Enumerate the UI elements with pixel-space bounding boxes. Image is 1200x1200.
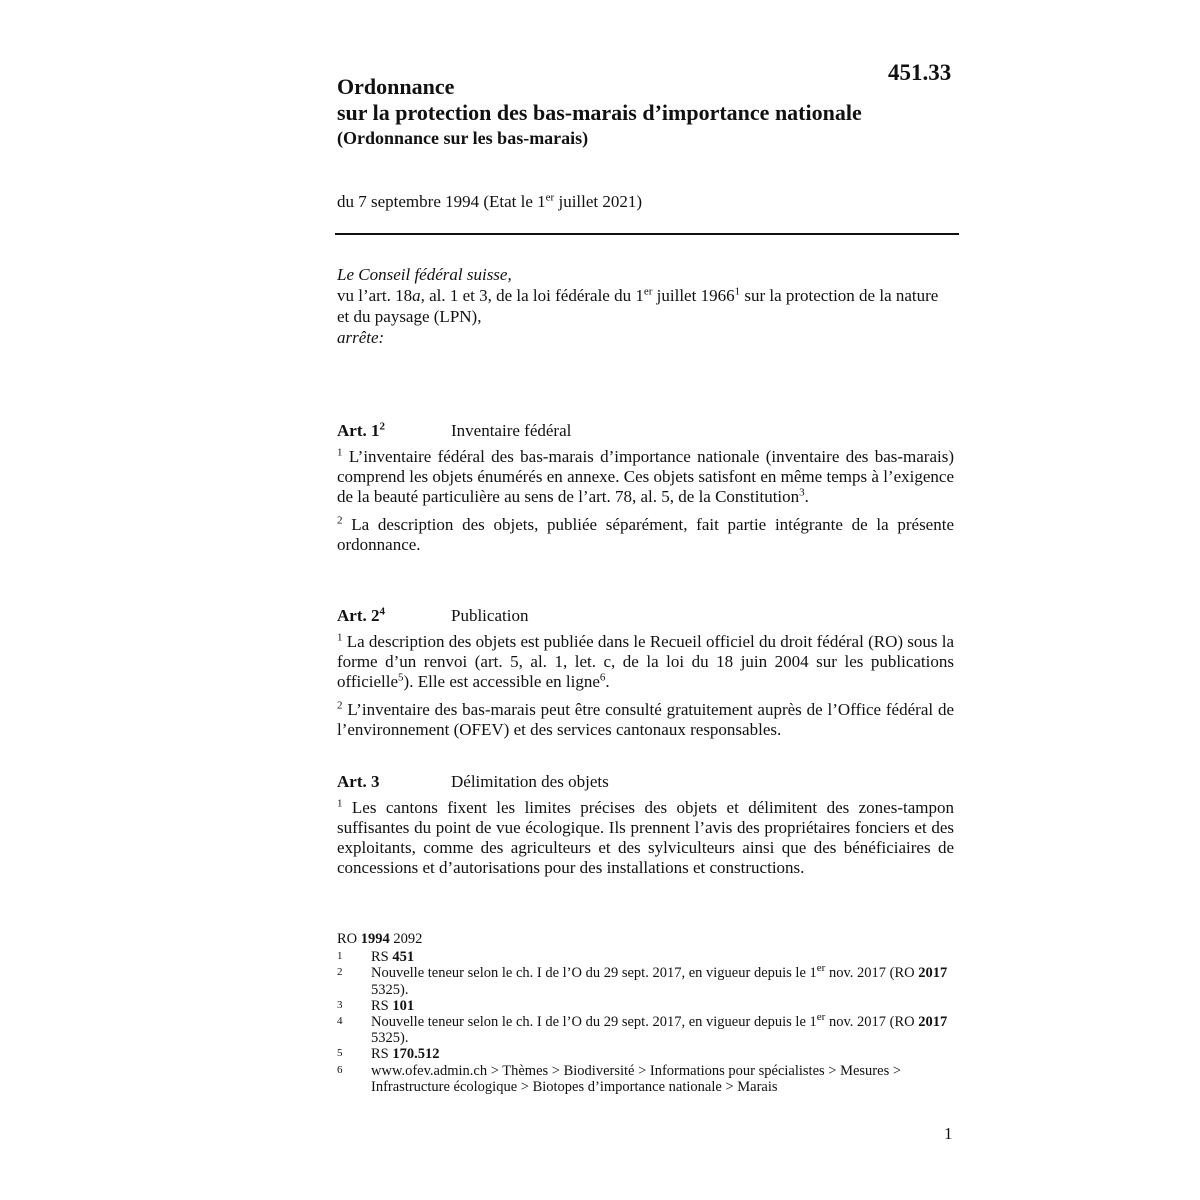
- basis-mid2: juillet 1966: [652, 286, 735, 305]
- ro-reference: [337, 931, 957, 947]
- footnote-number: 4: [337, 1015, 343, 1028]
- paragraph-number: 1: [337, 631, 343, 644]
- basis-pre: vu l’art. 18: [337, 286, 413, 305]
- paragraph-number: 1: [337, 446, 343, 459]
- paragraph: [337, 798, 954, 878]
- article-heading: [337, 606, 954, 626]
- paragraph-text: Les cantons fixent les limites précises des objets et délimitent des zones-tampon suffisantes du point de vue écologique. Ils prennent l’avis des propriétaires fonciers et des exploitants, comme des agriculteurs et des sylviculteurs ainsi que des bénéficiaires de concessions et d’autorisations pour des installations et constructions.: [337, 798, 954, 877]
- document-subtitle: (Ordonnance sur les bas-marais): [337, 128, 589, 148]
- footnote-ref[interactable]: 6: [599, 671, 606, 684]
- ro-page: 2092: [389, 931, 423, 947]
- document-title: [337, 74, 957, 126]
- fn-pre: RS: [371, 997, 393, 1014]
- footnote-number: 1: [337, 950, 343, 963]
- footnote-number: 6: [337, 1063, 343, 1076]
- article-3: [337, 772, 954, 886]
- paragraph-text: L’inventaire des bas-marais peut être consulté gratuitement auprès de l’Office fédéral de l’environnement (OFEV) et des services cantonaux responsables.: [337, 700, 954, 739]
- fn-mid: nov. 2017 (RO: [825, 1014, 919, 1031]
- footnote-ref[interactable]: 3: [799, 486, 805, 499]
- footnote-ref[interactable]: 1: [734, 285, 741, 298]
- article-number: [337, 772, 451, 792]
- paragraph-text: La description des objets est publiée dans le Recueil officiel du droit fédéral (RO) sous la forme d’un renvoi (art. 5, al. 1, let. c, de la loi du 18 juin 2004 sur les publications officielle: [337, 632, 955, 691]
- preamble: [337, 264, 954, 348]
- footnote-number: 2: [337, 966, 343, 979]
- fn-pre: Nouvelle teneur selon le ch. I de l’O du 29 sept. 2017, en vigueur depuis le 1: [371, 965, 817, 982]
- article-2: [337, 606, 954, 748]
- article-number: [337, 606, 451, 626]
- fn-bold: 170.512: [392, 1046, 440, 1063]
- paragraph-end: .: [605, 672, 610, 691]
- footnote-text: [371, 1011, 957, 1047]
- fn-bold: 101: [392, 997, 415, 1014]
- article-1: [337, 421, 954, 563]
- paragraph: [337, 515, 954, 555]
- date-pre: du 7 septembre 1994 (Etat le 1: [337, 192, 546, 211]
- preamble-basis: [337, 285, 954, 327]
- footnote-ref[interactable]: 5: [398, 671, 404, 684]
- fn-bold: 2017: [918, 1014, 948, 1031]
- title-line-1: Ordonnance: [337, 74, 455, 99]
- fn-pre: RS: [371, 949, 393, 966]
- footnote-number: 5: [337, 1047, 343, 1060]
- date-post: juillet 2021): [554, 192, 643, 211]
- fn-pre: Nouvelle teneur selon le ch. I de l’O du 29 sept. 2017, en vigueur depuis le 1: [371, 1014, 817, 1031]
- header-rule: [335, 233, 959, 235]
- document-date: [337, 192, 642, 212]
- ro-year: 1994: [360, 931, 390, 947]
- title-line-2: sur la protection des bas-marais d’importance nationale: [337, 100, 862, 125]
- basis-sup: er: [643, 285, 653, 298]
- footnote-text: [371, 949, 957, 965]
- article-number: [337, 421, 451, 441]
- date-sup: er: [545, 191, 555, 204]
- footnote-5: [337, 1046, 957, 1062]
- paragraph: [337, 632, 954, 692]
- footnotes: [337, 931, 957, 1095]
- article-title: Inventaire fédéral: [451, 421, 572, 440]
- page-number: 1: [944, 1124, 953, 1143]
- paragraph-end: .: [804, 487, 809, 506]
- article-heading: [337, 421, 954, 441]
- footnote-3: [337, 998, 957, 1014]
- footnote-6: [337, 1063, 957, 1095]
- paragraph-number: 1: [337, 797, 343, 810]
- paragraph-text: La description des objets, publiée séparément, fait partie intégrante de la présente ordonnance.: [337, 515, 954, 554]
- footnote-2: [337, 962, 957, 998]
- footnote-1: [337, 949, 957, 965]
- footnote-link-text[interactable]: www.ofev.admin.ch > Thèmes > Biodiversité > Informations pour spécialistes > Mesures > Infrastructure écologique > Biotopes d’importance nationale > Marais: [371, 1062, 902, 1095]
- basis-post: sur la protection de la nature et du paysage (LPN),: [337, 286, 939, 326]
- fn-sup: er: [816, 1011, 826, 1024]
- paragraph-end: ). Elle est accessible en ligne: [403, 672, 600, 691]
- fn-post: 5325).: [371, 981, 409, 998]
- footnote-ref[interactable]: 4: [379, 605, 385, 618]
- basis-a: a,: [412, 286, 425, 305]
- article-number-text: Art. 2: [337, 606, 380, 625]
- footnote-text: [371, 1046, 957, 1062]
- article-number-text: Art. 3: [337, 772, 380, 791]
- paragraph: [337, 700, 954, 740]
- article-title: Délimitation des objets: [451, 772, 609, 791]
- preamble-authority: Le Conseil fédéral suisse,: [337, 265, 512, 284]
- fn-mid: nov. 2017 (RO: [825, 965, 919, 982]
- fn-sup: er: [816, 962, 826, 975]
- sr-number: 451.33: [888, 60, 952, 85]
- article-number-text: Art. 1: [337, 421, 380, 440]
- fn-post: 5325).: [371, 1030, 409, 1047]
- paragraph: [337, 447, 954, 507]
- paragraph-number: 2: [337, 514, 343, 527]
- fn-bold: 451: [392, 949, 415, 966]
- fn-pre: RS: [371, 1046, 393, 1063]
- basis-mid: al. 1 et 3, de la loi fédérale du 1: [424, 286, 644, 305]
- paragraph-number: 2: [337, 699, 343, 712]
- article-title: Publication: [451, 606, 529, 625]
- ro-pre: RO: [337, 931, 361, 947]
- fn-bold: 2017: [918, 965, 948, 982]
- footnote-text: [371, 962, 957, 998]
- paragraph-text: L’inventaire fédéral des bas-marais d’importance nationale (inventaire des bas-marais) comprend les objets énumérés en annexe. Ces objets satisfont en même temps à l’exigence de la beauté particulière au sens de l’art. 78, al. 5, de la Constitution: [337, 447, 954, 506]
- footnote-ref[interactable]: 2: [379, 420, 385, 433]
- footnote-4: [337, 1011, 957, 1047]
- article-heading: [337, 772, 954, 792]
- footnote-number: 3: [337, 998, 343, 1011]
- footnote-text: [371, 998, 957, 1014]
- preamble-decree: arrête:: [337, 328, 385, 347]
